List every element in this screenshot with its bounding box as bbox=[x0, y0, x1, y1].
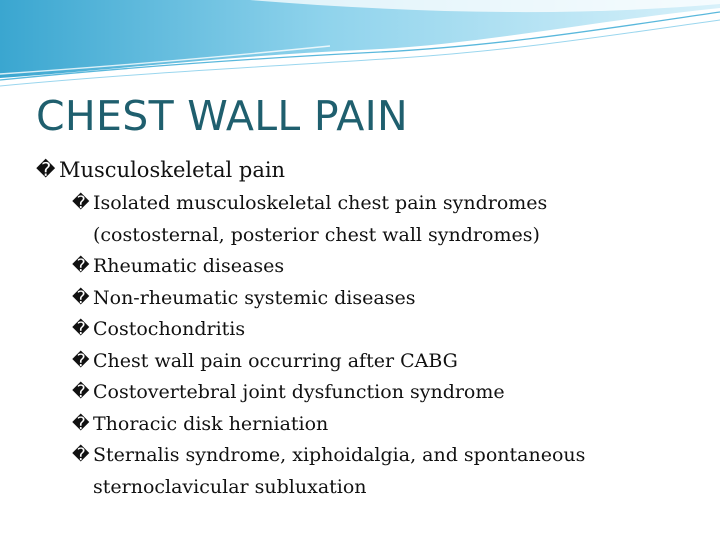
bullet-icon: � bbox=[72, 319, 90, 339]
list-item-text: Thoracic disk herniation bbox=[93, 412, 329, 435]
sub-point-list bbox=[36, 188, 686, 503]
slide-title: CHEST WALL PAIN bbox=[36, 92, 408, 140]
list-item-text: Rheumatic diseases bbox=[93, 255, 285, 277]
bullet-icon: � bbox=[72, 382, 90, 402]
bullet-icon: � bbox=[72, 445, 90, 465]
list-item-text: Costovertebral joint dysfunction syndrome bbox=[93, 381, 505, 403]
list-item-text: Sternalis syndrome, xiphoidalgia, and spontaneous sternoclavicular subluxation bbox=[93, 444, 586, 498]
list-item bbox=[72, 409, 686, 441]
list-item-text: Costochondritis bbox=[93, 318, 246, 340]
list-item bbox=[72, 377, 686, 409]
list-item bbox=[72, 346, 686, 378]
list-item bbox=[72, 283, 686, 315]
list-item-text: Non-rheumatic systemic diseases bbox=[93, 286, 416, 309]
list-item bbox=[72, 251, 686, 283]
bullet-icon: � bbox=[72, 193, 90, 213]
bullet-icon: � bbox=[72, 287, 90, 308]
bullet-icon: � bbox=[72, 413, 90, 434]
bullet-icon: � bbox=[72, 256, 90, 276]
main-point-label: Musculoskeletal pain bbox=[59, 158, 286, 182]
list-item-text: Chest wall pain occurring after CABG bbox=[93, 349, 458, 372]
list-item bbox=[72, 440, 686, 503]
list-item bbox=[72, 314, 686, 346]
bullet-icon: � bbox=[36, 159, 56, 181]
top-wave-decoration bbox=[0, 0, 720, 95]
list-item-text: Isolated musculoskeletal chest pain syndromes (costosternal, posterior chest wall syndromes) bbox=[93, 192, 548, 246]
list-item bbox=[72, 188, 686, 251]
slide-body bbox=[36, 154, 686, 503]
bullet-icon: � bbox=[72, 350, 90, 371]
main-point bbox=[36, 154, 686, 186]
